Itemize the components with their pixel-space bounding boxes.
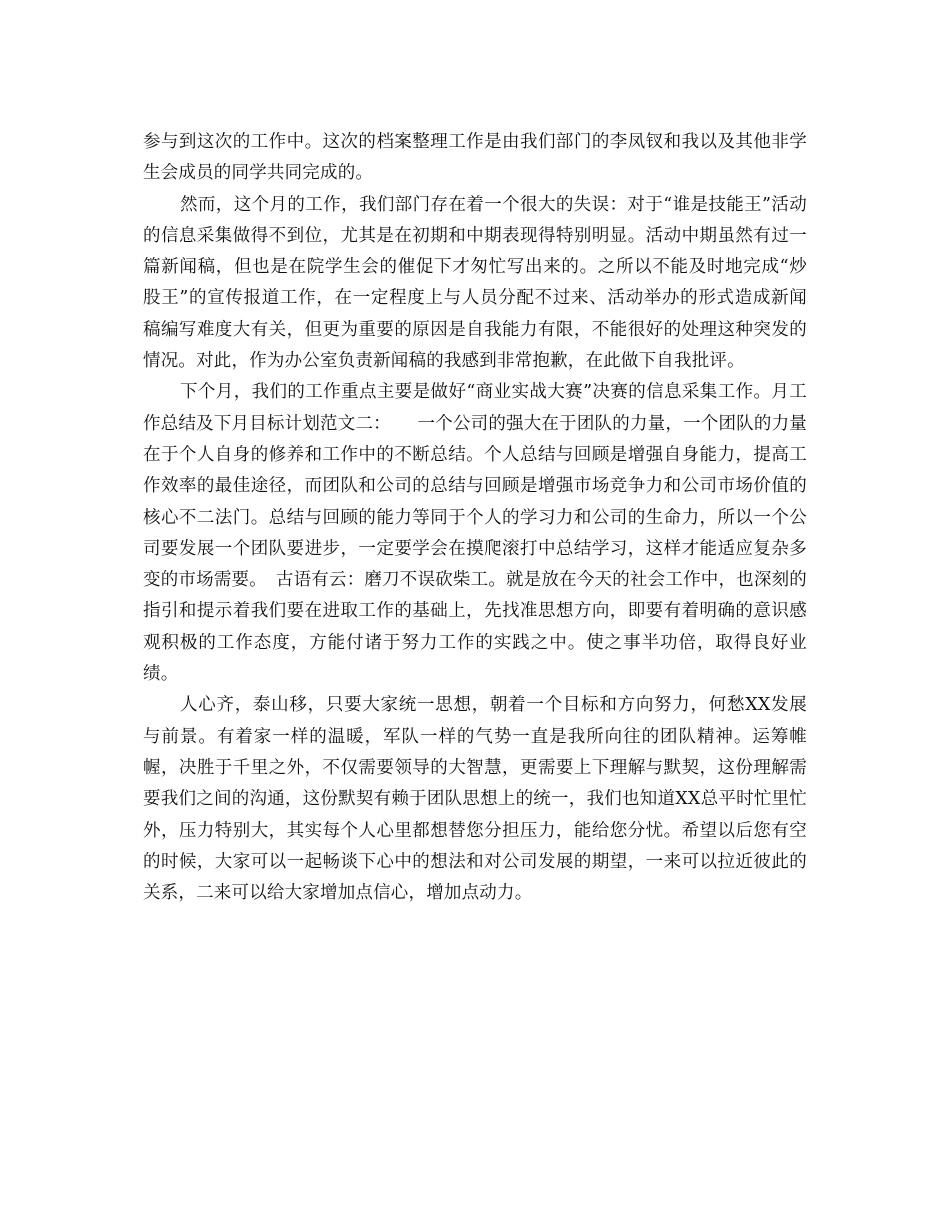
document-body <box>143 127 807 909</box>
paragraph-2: 然而，这个月的工作，我们部门存在着一个很大的失误：对于“谁是技能王”活动的信息采集做得不到位，尤其是在初期和中期表现得特别明显。活动中期虽然有过一篇新闻稿，但也是在院学生会的催促下才匆忙写出来的。之所以不能及时地完成“炒股王”的宣传报道工作，在一定程度上与人员分配不过来、活动举办的形式造成新闻稿编写难度大有关，但更为重要的原因是自我能力有限，不能很好的处理这种突发的情况。对此，作为办公室负责新闻稿的我感到非常抱歉，在此做下自我批评。 <box>143 194 807 372</box>
paragraph-4: 人心齐，泰山移，只要大家统一思想，朝着一个目标和方向努力，何愁XX发展与前景。有着家一样的温暖，军队一样的气势一直是我所向往的团队精神。运筹帷幄，决胜于千里之外，不仅需要领导的大智慧，更需要上下理解与默契，这份理解需要我们之间的沟通，这份默契有赖于团队思想上的统一，我们也知道XX总平时忙里忙外，压力特别大，其实每个人心里都想替您分担压力，能给您分忧。希望以后您有空的时候，大家可以一起畅谈下心中的想法和对公司发展的期望，一来可以拉近彼此的关系，二来可以给大家增加点信心，增加点动力。 <box>143 695 807 904</box>
paragraph-1: 参与到这次的工作中。这次的档案整理工作是由我们部门的李凤钗和我以及其他非学生会成员的同学共同完成的。 <box>143 132 807 184</box>
paragraph-3: 下个月，我们的工作重点主要是做好“商业实战大赛”决赛的信息采集工作。月工作总结及下月目标计划范文二： 一个公司的强大在于团队的力量，一个团队的力量在于个人自身的修养和工作中的不断总结。个人总结与回顾是增强自身能力，提高工作效率的最佳途径，而团队和公司的总结与回顾是增强市场竞争力和公司市场价值的核心不二法门。总结与回顾的能力等同于个人的学习力和公司的生命力，所以一个公司要发展一个团队要进步，一定要学会在摸爬滚打中总结学习，这样才能适应复杂多变的市场需要。 古语有云：磨刀不误砍柴工。就是放在今天的社会工作中，也深刻的指引和提示着我们要在进取工作的基础上，先找准思想方向，即要有着明确的意识感观积极的工作态度，方能付诸于努力工作的实践之中。使之事半功倍，取得良好业绩。 <box>143 382 807 685</box>
